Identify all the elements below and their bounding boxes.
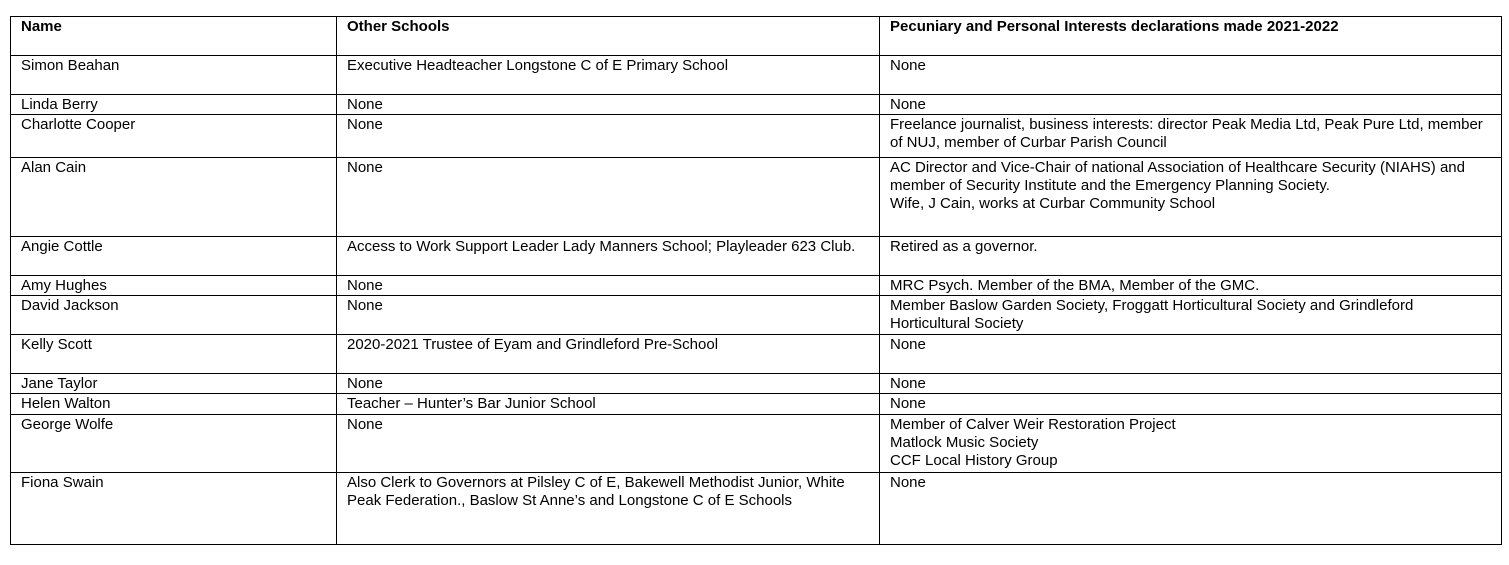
cell-text-line: None bbox=[347, 159, 383, 176]
other-schools-cell bbox=[337, 415, 880, 473]
governor-name-cell: Jane Taylor bbox=[11, 374, 337, 394]
interests-cell bbox=[880, 374, 1502, 394]
governor-name-cell: Kelly Scott bbox=[11, 335, 337, 374]
cell-text-line: None bbox=[890, 336, 926, 353]
governor-name-cell: Angie Cottle bbox=[11, 237, 337, 276]
cell-text-line: Also Clerk to Governors at Pilsley C of E, Bakewell Methodist Junior, White Peak Federation., Baslow St Anne’s and Longstone C of E Schools bbox=[347, 474, 845, 509]
table-row bbox=[11, 394, 1502, 415]
cell-text-line: Wife, J Cain, works at Curbar Community School bbox=[890, 195, 1216, 212]
cell-text-line: None bbox=[890, 474, 926, 491]
table-row bbox=[11, 237, 1502, 276]
column-header-interests: Pecuniary and Personal Interests declarations made 2021-2022 bbox=[880, 17, 1502, 56]
cell-text-line: None bbox=[347, 96, 383, 113]
table-row bbox=[11, 95, 1502, 115]
interests-cell bbox=[880, 296, 1502, 335]
column-header-name: Name bbox=[11, 17, 337, 56]
governor-declarations-table bbox=[10, 16, 1502, 545]
cell-text-line: Retired as a governor. bbox=[890, 238, 1038, 255]
cell-text-line: None bbox=[890, 57, 926, 74]
other-schools-cell bbox=[337, 394, 880, 415]
table-row bbox=[11, 335, 1502, 374]
governor-name-cell: David Jackson bbox=[11, 296, 337, 335]
table-row bbox=[11, 276, 1502, 296]
interests-cell bbox=[880, 473, 1502, 545]
interests-cell bbox=[880, 115, 1502, 158]
cell-text-line: Member of Calver Weir Restoration Project bbox=[890, 416, 1176, 433]
cell-text-line: None bbox=[347, 277, 383, 294]
cell-text-line: MRC Psych. Member of the BMA, Member of the GMC. bbox=[890, 277, 1260, 294]
interests-cell bbox=[880, 158, 1502, 237]
cell-text-line: None bbox=[890, 96, 926, 113]
governor-name-cell: Helen Walton bbox=[11, 394, 337, 415]
table-row bbox=[11, 374, 1502, 394]
cell-text-line: CCF Local History Group bbox=[890, 452, 1058, 469]
table-row bbox=[11, 115, 1502, 158]
other-schools-cell bbox=[337, 237, 880, 276]
interests-cell bbox=[880, 394, 1502, 415]
table-body bbox=[11, 56, 1502, 545]
other-schools-cell bbox=[337, 473, 880, 545]
cell-text-line: Freelance journalist, business interests: director Peak Media Ltd, Peak Pure Ltd, member of NUJ, member of Curbar Parish Council bbox=[890, 116, 1483, 151]
other-schools-cell bbox=[337, 158, 880, 237]
interests-cell bbox=[880, 276, 1502, 296]
interests-cell bbox=[880, 415, 1502, 473]
cell-text-line: Access to Work Support Leader Lady Manners School; Playleader 623 Club. bbox=[347, 238, 856, 255]
cell-text-line: Teacher – Hunter’s Bar Junior School bbox=[347, 395, 596, 412]
cell-text-line: AC Director and Vice-Chair of national Association of Healthcare Security (NIAHS) and member of Security Institute and the Emergency Planning Society. bbox=[890, 159, 1465, 194]
cell-text-line: Matlock Music Society bbox=[890, 434, 1039, 451]
governor-name-cell: George Wolfe bbox=[11, 415, 337, 473]
other-schools-cell bbox=[337, 95, 880, 115]
cell-text-line: None bbox=[347, 297, 383, 314]
cell-text-line: None bbox=[890, 395, 926, 412]
cell-text-line: None bbox=[347, 116, 383, 133]
governor-name-cell: Amy Hughes bbox=[11, 276, 337, 296]
governor-name-cell: Charlotte Cooper bbox=[11, 115, 337, 158]
column-header-other-schools: Other Schools bbox=[337, 17, 880, 56]
governor-name-cell: Linda Berry bbox=[11, 95, 337, 115]
cell-text-line: None bbox=[890, 375, 926, 392]
cell-text-line: None bbox=[347, 416, 383, 433]
table-header-row bbox=[11, 17, 1502, 56]
table-row bbox=[11, 296, 1502, 335]
table-row bbox=[11, 158, 1502, 237]
governor-name-cell: Fiona Swain bbox=[11, 473, 337, 545]
governor-name-cell: Alan Cain bbox=[11, 158, 337, 237]
other-schools-cell bbox=[337, 296, 880, 335]
governor-name-cell: Simon Beahan bbox=[11, 56, 337, 95]
cell-text-line: Executive Headteacher Longstone C of E Primary School bbox=[347, 57, 729, 74]
table-row bbox=[11, 56, 1502, 95]
table-row bbox=[11, 415, 1502, 473]
other-schools-cell bbox=[337, 115, 880, 158]
other-schools-cell bbox=[337, 276, 880, 296]
interests-cell bbox=[880, 56, 1502, 95]
cell-text-line: 2020-2021 Trustee of Eyam and Grindleford Pre-School bbox=[347, 336, 719, 353]
table-row bbox=[11, 473, 1502, 545]
interests-cell bbox=[880, 335, 1502, 374]
cell-text-line: None bbox=[347, 375, 383, 392]
interests-cell bbox=[880, 95, 1502, 115]
interests-cell bbox=[880, 237, 1502, 276]
other-schools-cell bbox=[337, 335, 880, 374]
other-schools-cell bbox=[337, 56, 880, 95]
other-schools-cell bbox=[337, 374, 880, 394]
cell-text-line: Member Baslow Garden Society, Froggatt Horticultural Society and Grindleford Horticultural Society bbox=[890, 297, 1414, 332]
